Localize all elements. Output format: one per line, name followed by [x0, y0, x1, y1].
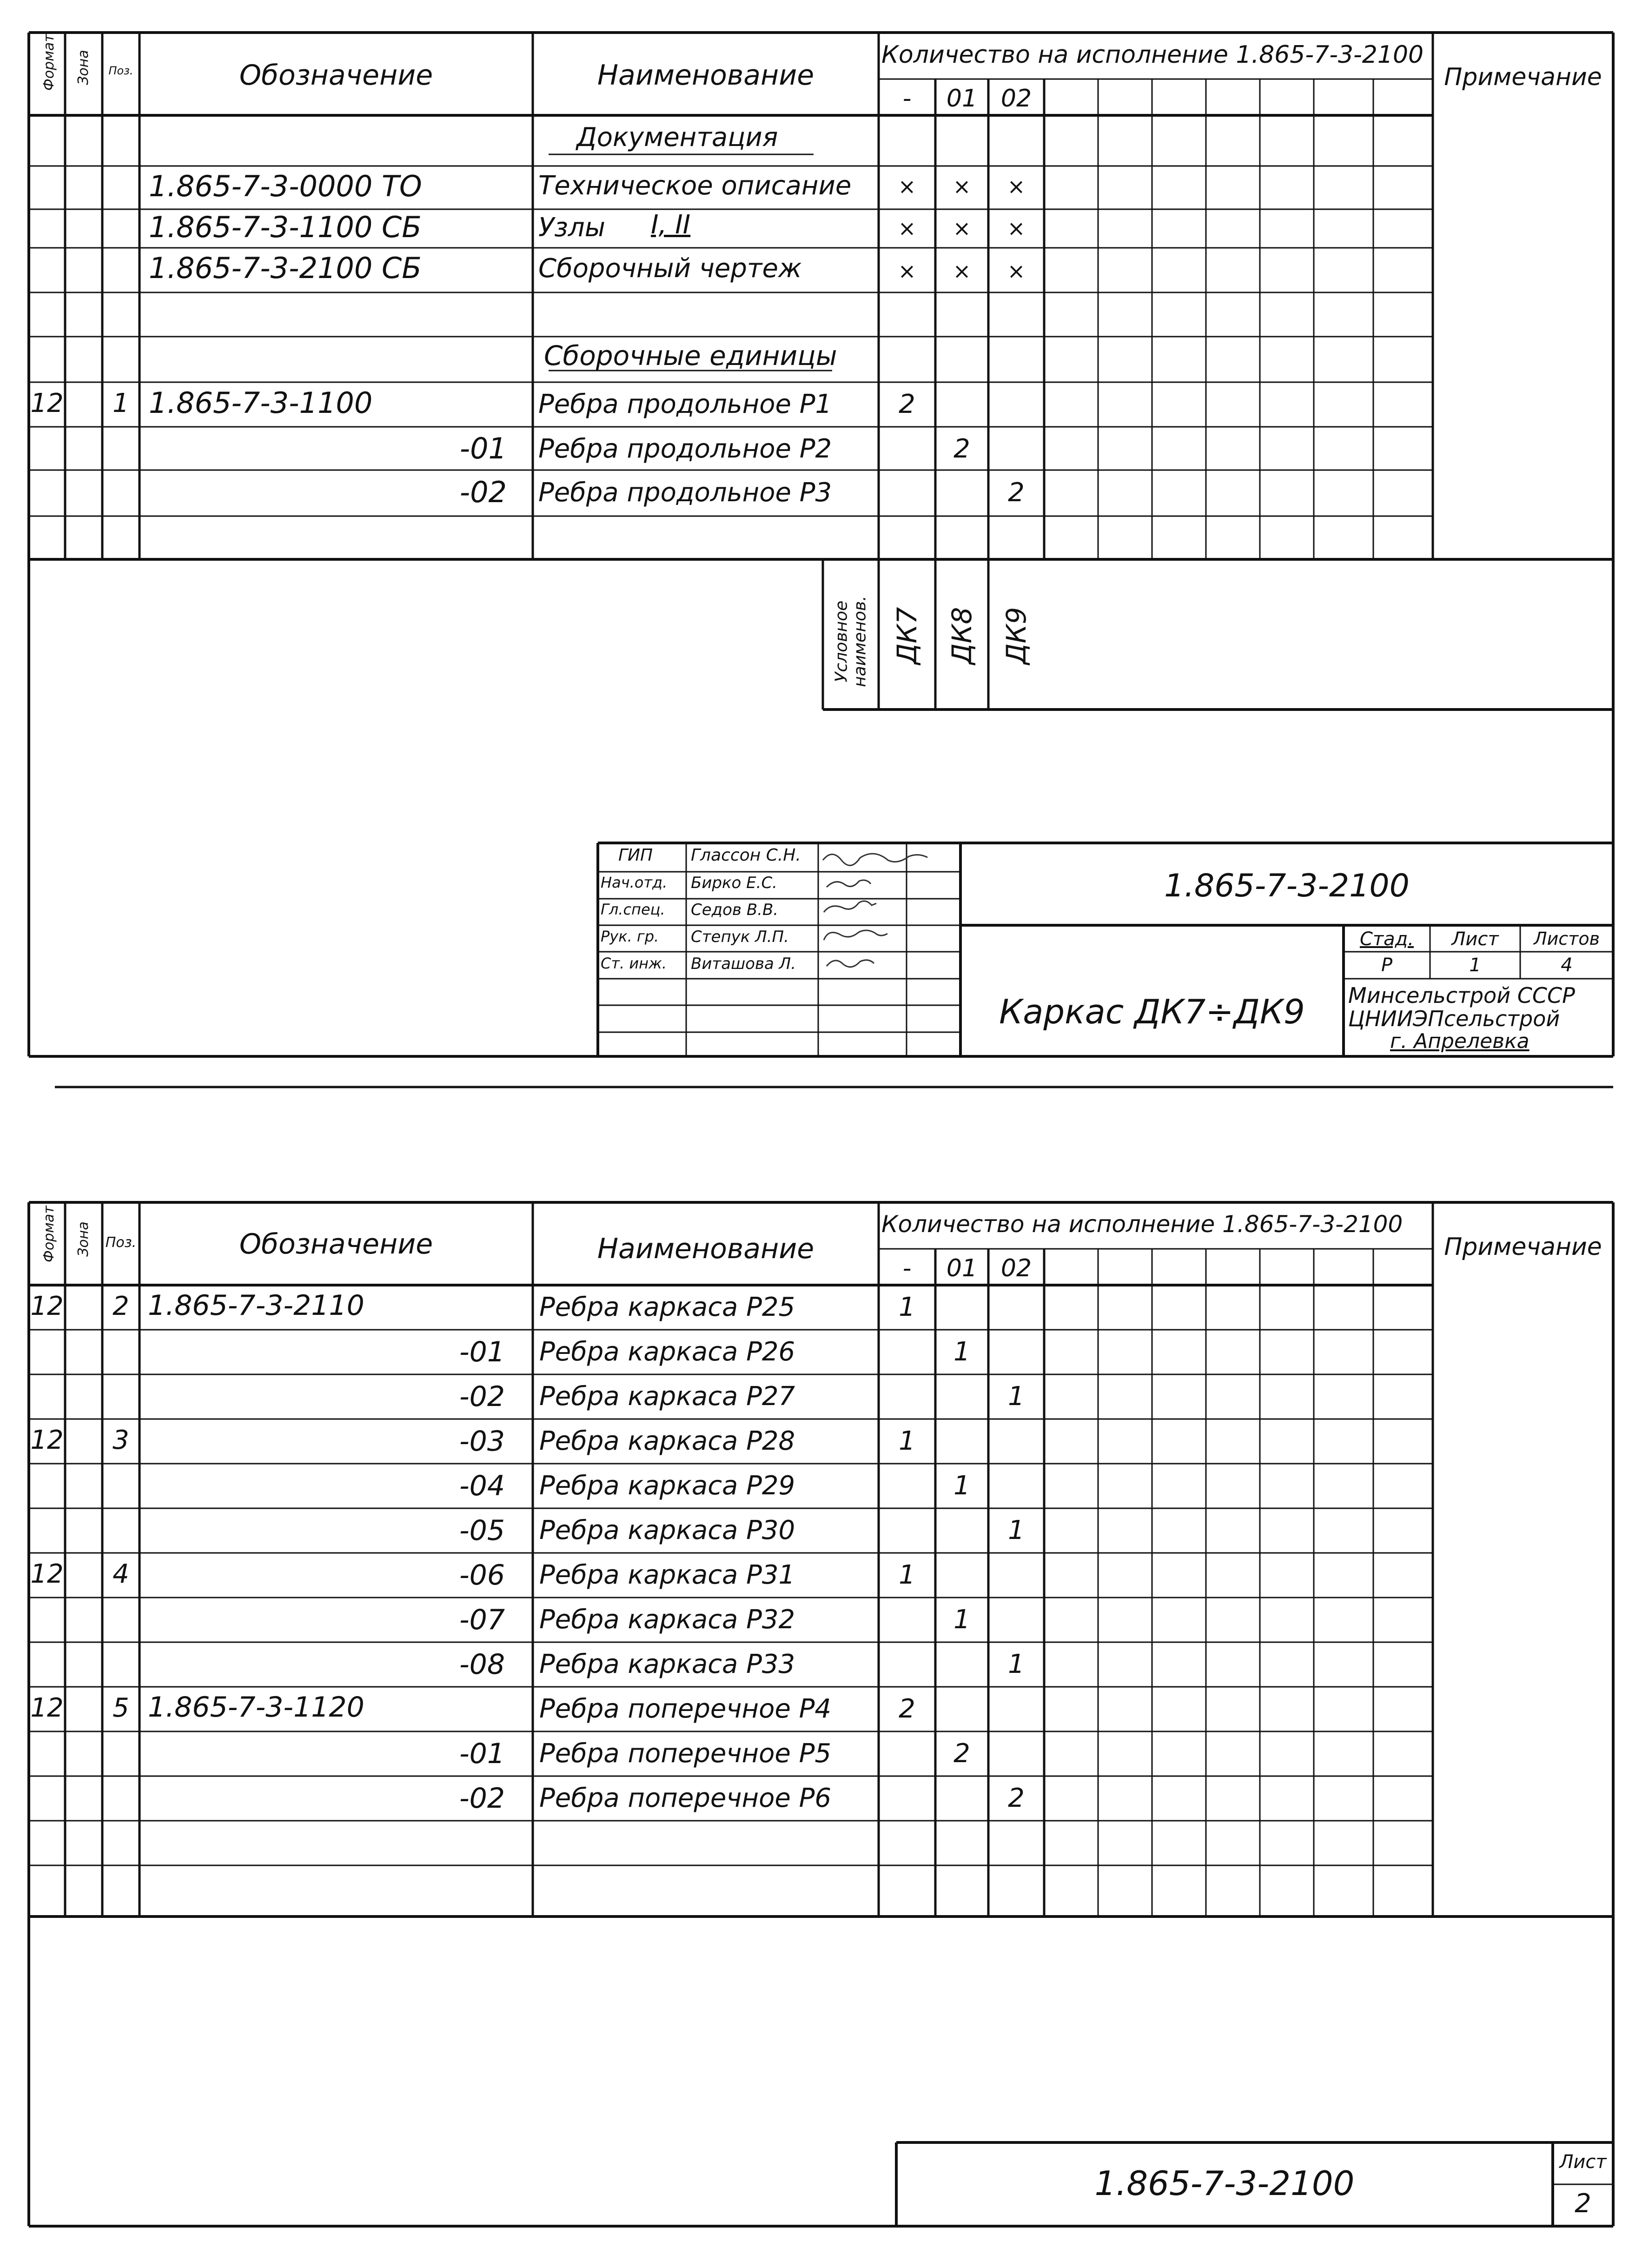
sheet-separator [0, 1083, 1642, 1093]
tb-name: Виташова Л. [691, 955, 796, 973]
row-designation: -05 [459, 1514, 505, 1547]
variant-header-3: 02 [1000, 1254, 1032, 1282]
unit-format: 12 [30, 388, 64, 418]
doc-name-extra: I, II [651, 210, 691, 240]
row-designation: 1.865-7-3-2110 [148, 1289, 364, 1322]
note-header: Примечание [1444, 63, 1602, 91]
row-qty: 1 [953, 1471, 970, 1501]
row-designation: -01 [459, 1336, 505, 1368]
tb-name: Глассон С.Н. [691, 846, 801, 865]
row-name: Ребра каркаса Р33 [539, 1649, 795, 1679]
variant-header-1: - [902, 1254, 912, 1282]
doc-designation: 1.865-7-3-1100 СБ [149, 210, 422, 244]
row-qty: 2 [1008, 1783, 1025, 1813]
row-designation: -03 [459, 1425, 505, 1458]
row-qty: 2 [899, 1694, 915, 1724]
row-designation: 1.865-7-3-1120 [148, 1691, 364, 1724]
doc-designation: 1.865-7-3-0000 ТО [149, 169, 422, 203]
row-designation: -08 [459, 1648, 505, 1681]
conditional-name: ДК8 [946, 607, 978, 664]
doc-mark: × [953, 216, 971, 241]
row-format: 12 [30, 1291, 64, 1321]
row-qty: 2 [953, 1738, 970, 1769]
tb-sheets-label: Листов [1534, 928, 1600, 949]
doc-name: Сборочный чертеж [538, 253, 802, 284]
row-name: Ребра каркаса Р27 [539, 1381, 795, 1412]
footer-sheet-number: 2 [1575, 2188, 1591, 2219]
tb-org: Минсельстрой СССР [1348, 983, 1575, 1008]
tb-sheet: 1 [1469, 955, 1481, 976]
note-header: Примечание [1444, 1233, 1602, 1261]
unit-qty: 2 [1008, 477, 1025, 508]
pos-header: Поз. [108, 64, 133, 77]
row-qty: 1 [953, 1605, 970, 1635]
row-qty: 1 [1008, 1381, 1025, 1412]
row-format: 12 [30, 1693, 64, 1723]
row-pos: 5 [113, 1693, 129, 1723]
row-name: Ребра поперечное Р6 [539, 1783, 831, 1813]
doc-mark: × [898, 174, 916, 199]
tb-org: ЦНИИЭПсельстрой [1348, 1006, 1560, 1031]
row-qty: 1 [899, 1426, 915, 1456]
variant-header-2: 01 [946, 1254, 978, 1282]
row-name: Ребра поперечное Р5 [539, 1738, 831, 1769]
doc-mark: × [898, 259, 916, 284]
row-name: Ребра каркаса Р31 [539, 1560, 795, 1590]
name-header: Наименование [597, 59, 814, 92]
tb-stage: Р [1381, 955, 1393, 976]
row-qty: 1 [1008, 1515, 1025, 1545]
tb-stage-label: Стад. [1359, 928, 1414, 950]
designation-header: Обозначение [239, 59, 433, 92]
tb-name: Бирко Е.С. [691, 874, 777, 892]
footer-sheet-label: Лист [1559, 2151, 1607, 2173]
conditional-name: ДК9 [1000, 607, 1032, 664]
pos-header: Поз. [105, 1234, 137, 1251]
row-designation: -02 [459, 1782, 505, 1815]
format-header: Формат [41, 1206, 57, 1262]
tb-code: 1.865-7-3-2100 [1164, 868, 1410, 904]
row-pos: 4 [113, 1559, 129, 1589]
tb-sheet-label: Лист [1451, 928, 1499, 950]
doc-designation: 1.865-7-3-2100 СБ [149, 251, 422, 285]
tb-title: Каркас ДК7÷ДК9 [999, 992, 1305, 1031]
qty-header: Количество на исполнение 1.865-7-3-2100 [881, 41, 1424, 69]
conditional-label: Условное наименов. [832, 596, 869, 687]
name-header: Наименование [597, 1233, 814, 1265]
row-name: Ребра каркаса Р32 [539, 1605, 795, 1635]
unit-qty: 2 [953, 434, 970, 464]
tb-role: Ст. инж. [601, 955, 667, 972]
row-designation: -07 [459, 1604, 505, 1636]
row-format: 12 [30, 1559, 64, 1589]
tb-role: Гл.спец. [601, 901, 665, 918]
row-designation: -04 [459, 1470, 505, 1502]
footer-code: 1.865-7-3-2100 [1094, 2164, 1355, 2203]
variant-header-2: 01 [946, 85, 978, 113]
row-name: Ребра каркаса Р30 [539, 1515, 795, 1545]
tb-name: Седов В.В. [691, 901, 779, 919]
unit-name: Ребра продольное Р2 [538, 434, 832, 464]
row-qty: 1 [1008, 1649, 1025, 1679]
conditional-name: ДК7 [891, 607, 923, 664]
row-pos: 2 [113, 1291, 129, 1321]
doc-mark: × [953, 259, 971, 284]
tb-org: г. Апрелевка [1390, 1029, 1529, 1053]
row-qty: 1 [953, 1337, 970, 1367]
unit-name: Ребра продольное Р3 [538, 477, 832, 508]
row-format: 12 [30, 1425, 64, 1455]
unit-qty: 2 [899, 389, 915, 419]
tb-role: ГИП [618, 846, 653, 865]
row-pos: 3 [113, 1425, 129, 1455]
row-name: Ребра каркаса Р25 [539, 1292, 795, 1322]
tb-name: Степук Л.П. [691, 928, 789, 946]
zone-header: Зона [75, 50, 92, 85]
sheet-2 [0, 1190, 1642, 2268]
row-designation: -02 [459, 1380, 505, 1413]
unit-designation: 1.865-7-3-1100 [149, 386, 373, 420]
row-qty: 1 [899, 1292, 915, 1322]
qty-header: Количество на исполнение 1.865-7-3-2100 [881, 1211, 1403, 1238]
unit-name: Ребра продольное Р1 [538, 389, 832, 419]
row-name: Ребра каркаса Р29 [539, 1471, 795, 1501]
row-name: Ребра поперечное Р4 [539, 1694, 831, 1724]
doc-mark: × [1007, 259, 1026, 284]
doc-mark: × [1007, 174, 1026, 199]
section-units: Сборочные единицы [544, 340, 837, 371]
doc-name: Техническое описание [538, 171, 852, 201]
variant-header-3: 02 [1000, 85, 1032, 113]
doc-mark: × [953, 174, 971, 199]
format-header: Формат [41, 34, 57, 91]
doc-mark: × [898, 216, 916, 241]
row-designation: -01 [459, 1737, 505, 1770]
row-qty: 1 [899, 1560, 915, 1590]
tb-role: Рук. гр. [601, 928, 659, 945]
row-name: Ребра каркаса Р26 [539, 1337, 795, 1367]
unit-designation: -02 [459, 475, 507, 509]
designation-header: Обозначение [239, 1228, 433, 1260]
zone-header: Зона [75, 1221, 92, 1257]
row-name: Ребра каркаса Р28 [539, 1426, 795, 1456]
variant-header-1: - [902, 85, 912, 113]
tb-sheets: 4 [1561, 955, 1573, 976]
doc-mark: × [1007, 216, 1026, 241]
section-docs: Документация [576, 122, 778, 153]
unit-designation: -01 [459, 431, 507, 465]
unit-pos: 1 [113, 388, 129, 418]
doc-name: Узлы [538, 212, 605, 243]
tb-role: Нач.отд. [601, 874, 668, 891]
row-designation: -06 [459, 1559, 505, 1592]
sheet-1 [0, 0, 1642, 1116]
